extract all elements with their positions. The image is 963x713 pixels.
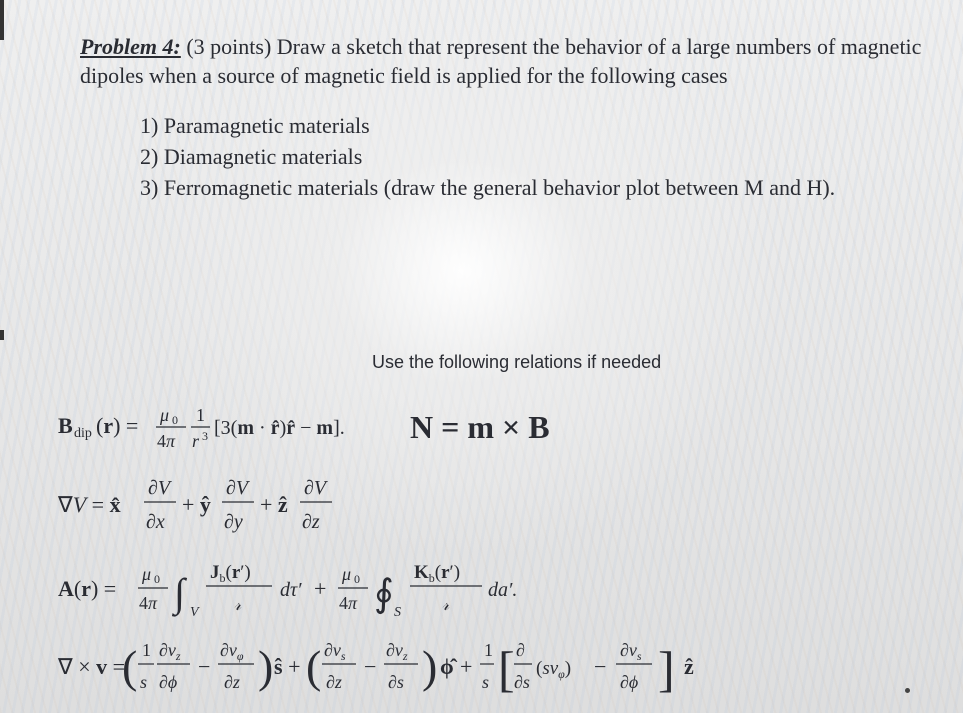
- svg-text:s: s: [140, 672, 148, 692]
- case-item: 2) Diamagnetic materials: [140, 144, 363, 169]
- svg-text:dip: dip: [74, 426, 92, 441]
- svg-text:): ): [422, 641, 438, 692]
- svg-text:∂z: ∂z: [224, 672, 240, 692]
- svg-text:−: −: [198, 654, 211, 679]
- svg-text:0: 0: [172, 413, 178, 427]
- svg-text:V: V: [190, 605, 199, 620]
- svg-text:∂V: ∂V: [148, 477, 171, 499]
- svg-text:+ ẑ: + ẑ: [260, 492, 288, 517]
- svg-text:ŝ +: ŝ +: [274, 654, 301, 679]
- stray-dot: [905, 688, 910, 693]
- svg-text:Kb(r′): $K_b(r')$: [414, 562, 461, 585]
- svg-text:∂s: ∂s: [514, 672, 530, 692]
- svg-text:B: B: [58, 413, 73, 438]
- svg-text:s: s: [482, 672, 490, 692]
- svg-text:+ ŷ: + ŷ: [182, 492, 211, 517]
- problem-text: (3 points) Draw a sketch that represent the behavior of a large numbers of magnetic dipoles when a source of magnetic field is applied for the following cases: [80, 34, 922, 88]
- svg-text:∂vs: $\partial v_s$: [620, 640, 642, 663]
- svg-text:𝓇: 𝓇: [234, 595, 242, 614]
- svg-text:∂y: ∂y: [224, 511, 243, 533]
- svg-text:μ: μ: [142, 564, 152, 584]
- svg-text:+: +: [460, 654, 473, 679]
- svg-text:A(r) =: A(r) =: [58, 576, 117, 601]
- case-list: [140, 110, 835, 203]
- svg-text:(r) =: (r) =: [96, 413, 139, 438]
- svg-text:dτ′: dτ′: [280, 579, 302, 601]
- svg-text:𝓇: 𝓇: [442, 595, 450, 614]
- svg-text:∂V: ∂V: [304, 477, 327, 499]
- svg-text:ϕ̂: ϕ̂: [440, 654, 454, 679]
- page-edge-mark: [0, 0, 4, 40]
- svg-text:−: −: [364, 654, 377, 679]
- svg-text:4π: 4π: [157, 431, 176, 451]
- svg-text:∂vz: $\partial v_z$: [386, 640, 408, 663]
- svg-text:∇V = x̂: ∇V = x̂: [58, 492, 121, 517]
- svg-text:∂z: ∂z: [326, 672, 342, 692]
- svg-text:[3(m · r̂)r̂ − m].: [3(m · r̂)r̂ − m].: [214, 417, 345, 439]
- svg-text:1: 1: [196, 405, 205, 425]
- problem-label: Problem 4:: [80, 34, 181, 59]
- case-item: 3) Ferromagnetic materials (draw the general behavior plot between M and H).: [140, 175, 836, 200]
- svg-text:∂x: ∂x: [146, 511, 165, 533]
- hint-text: Use the following relations if needed: [372, 352, 662, 372]
- svg-text:∂V: ∂V: [226, 477, 249, 499]
- svg-text:1: 1: [142, 640, 151, 660]
- svg-text:μ: μ: [342, 564, 352, 584]
- svg-text:ẑ: ẑ: [684, 654, 694, 679]
- svg-text:μ: μ: [160, 405, 170, 425]
- svg-text:∂z: ∂z: [302, 511, 320, 533]
- svg-text:∂ϕ: ∂ϕ: [159, 672, 178, 692]
- svg-text:∂s: ∂s: [388, 672, 404, 692]
- svg-text:]: ]: [658, 641, 675, 697]
- svg-text:∫: ∫: [174, 570, 185, 615]
- svg-text:r: r: [192, 431, 200, 451]
- svg-text:0: 0: [354, 572, 360, 586]
- svg-text:): ): [258, 641, 274, 692]
- svg-text:(: (: [306, 641, 322, 692]
- svg-text:1: 1: [484, 640, 493, 660]
- equation-torque: [410, 408, 610, 448]
- equation-bdip: [58, 395, 408, 455]
- svg-text:da′.: da′.: [488, 579, 518, 601]
- svg-text:∂ϕ: ∂ϕ: [620, 672, 639, 692]
- svg-text:∂vs: $\partial v_s$: [324, 640, 346, 663]
- equation-curl: [58, 630, 738, 708]
- problem-statement: [80, 32, 950, 90]
- svg-text:4π: 4π: [139, 593, 158, 613]
- svg-text:4π: 4π: [339, 593, 358, 613]
- svg-text:(: (: [122, 641, 138, 692]
- equation-vector-potential: [58, 552, 538, 627]
- svg-text:−: −: [594, 654, 607, 679]
- svg-text:∂vφ: $\partial v_\varphi$: [220, 640, 244, 663]
- svg-text:0: 0: [154, 572, 160, 586]
- svg-text:(svφ): $(sv_\varphi)$: [536, 658, 572, 681]
- svg-text:Jb(r′): $J_b(r')$: [210, 562, 251, 585]
- svg-text:S: S: [394, 605, 401, 620]
- svg-text:[: [: [498, 641, 515, 697]
- svg-text:∂: ∂: [516, 640, 525, 660]
- equation-gradient: [58, 470, 358, 540]
- svg-text:∂vz: $\partial v_z$: [159, 640, 181, 663]
- svg-text:∇ × v =: ∇ × v =: [58, 654, 126, 679]
- svg-text:N = m × B: N = m × B: [410, 409, 550, 445]
- page-edge-mark: [0, 330, 4, 340]
- svg-text:+: +: [314, 576, 327, 601]
- svg-text:3: 3: [202, 429, 208, 443]
- svg-text:∮: ∮: [374, 573, 394, 615]
- case-item: 1) Paramagnetic materials: [140, 113, 370, 138]
